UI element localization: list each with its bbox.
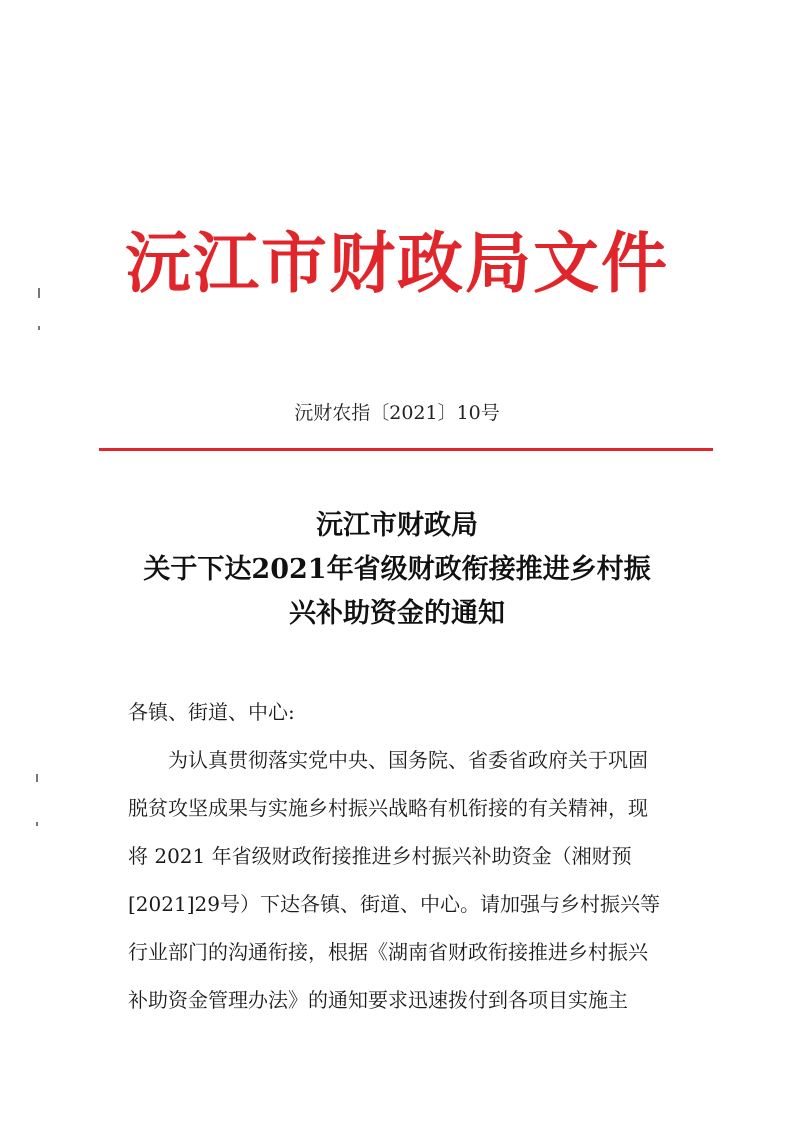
title-line-1: 沅江市财政局	[316, 510, 478, 541]
paragraph-line-6: 补助资金管理办法》的通知要求迅速拨付到各项目实施主	[128, 988, 628, 1012]
paragraph-line-2: 脱贫攻坚成果与实施乡村振兴战略有机衔接的有关精神，现	[128, 796, 648, 820]
paragraph-line-4: [2021]29号）下达各镇、街道、中心。请加强与乡村振兴等	[128, 892, 660, 916]
salutation: 各镇、街道、中心:	[128, 700, 295, 724]
scan-mark	[36, 774, 38, 782]
document-number: 沅财农指〔2021〕10号	[294, 402, 500, 424]
paragraph-line-3: 将 2021 年省级财政衔接推进乡村振兴补助资金（湘财预	[128, 844, 632, 868]
scan-mark	[36, 822, 38, 826]
document-title	[0, 504, 794, 636]
red-divider-rule	[99, 448, 713, 451]
scan-mark	[38, 288, 40, 298]
paragraph-line-5: 行业部门的沟通衔接，根据《湖南省财政衔接推进乡村振兴	[128, 940, 648, 964]
document-body	[128, 688, 688, 1024]
scan-mark	[38, 326, 40, 330]
paragraph-line-1: 为认真贯彻落实党中央、国务院、省委省政府关于巩固	[168, 748, 648, 772]
title-line-2: 关于下达2021年省级财政衔接推进乡村振	[143, 554, 651, 585]
title-line-3: 兴补助资金的通知	[289, 598, 505, 629]
document-masthead: 沅江市财政局文件	[125, 224, 669, 302]
